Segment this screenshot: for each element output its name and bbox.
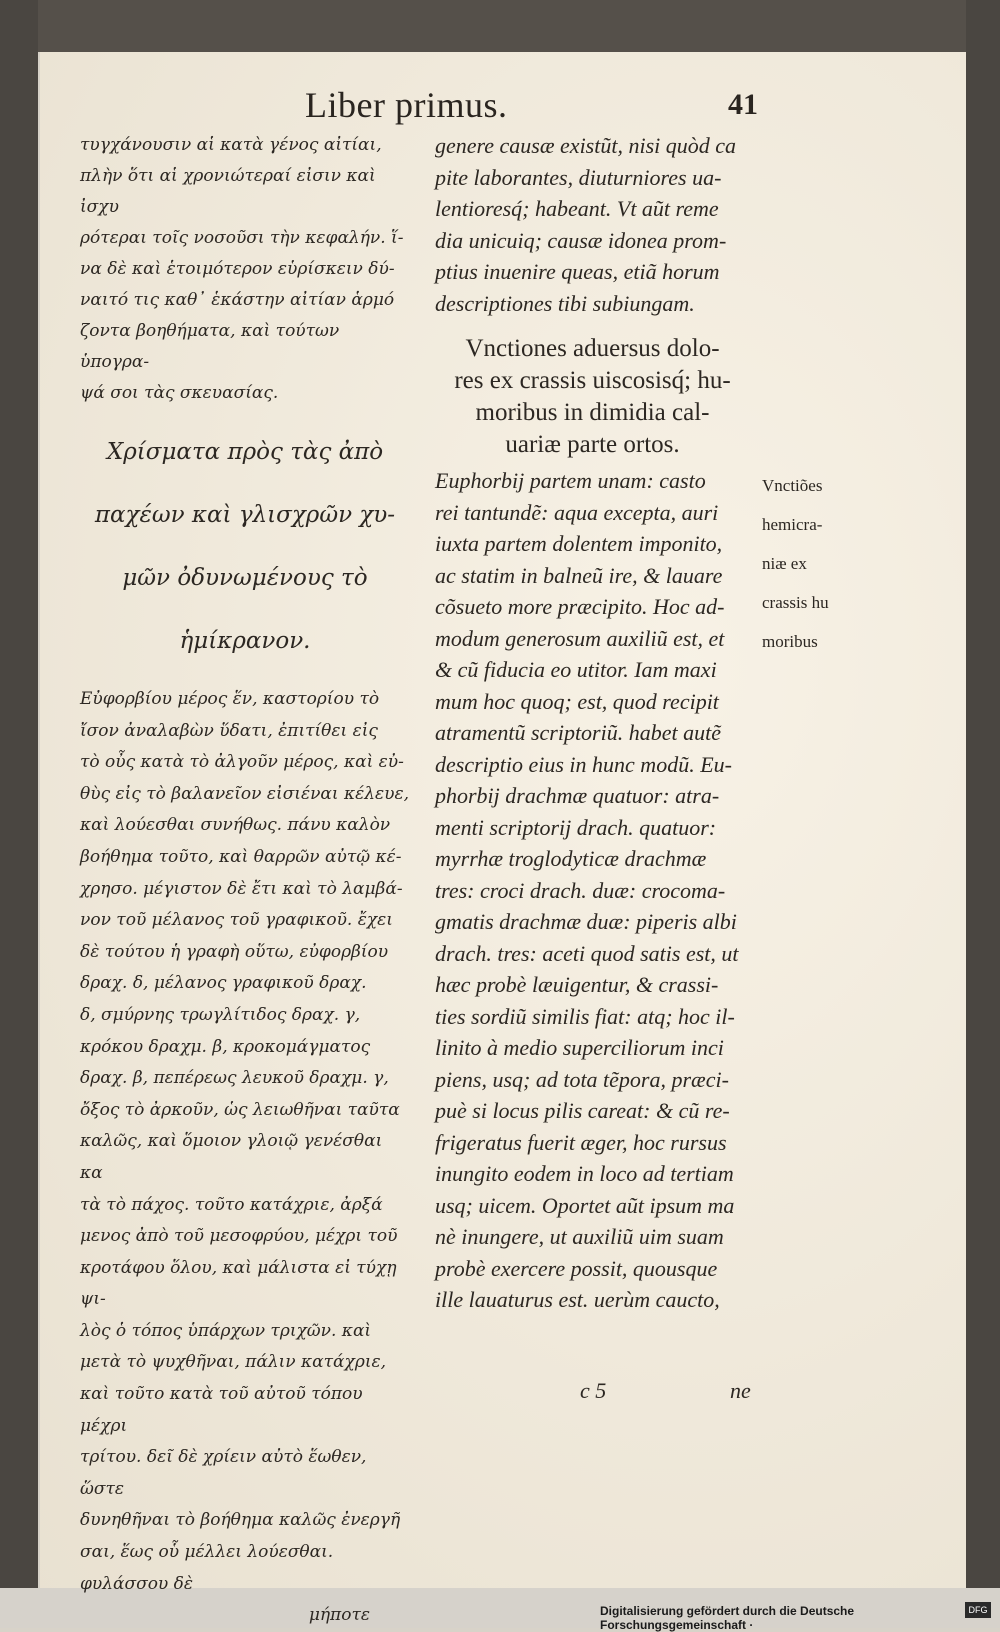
text-line: ac statim in balneũ ire, & lauare bbox=[435, 562, 723, 588]
heading-line: moribus in dimidia cal- bbox=[475, 399, 710, 426]
text-line: phorbij drachmæ quatuor: atra- bbox=[435, 783, 720, 808]
heading-line: μῶν ὀδυνωμένους τὸ bbox=[122, 565, 368, 591]
text-line: ille lauaturus est. uerùm caucto, bbox=[435, 1287, 720, 1312]
text-line: descriptio eius in hunc modũ. Eu- bbox=[435, 751, 732, 777]
text-line: κροτάφου ὅλου, καὶ μάλιστα εἰ τύχῃ ψι- bbox=[80, 1257, 397, 1310]
text-line: λὸς ὁ τόπος ὑπάρχων τριχῶν. καὶ bbox=[80, 1320, 372, 1341]
scan-border-top bbox=[0, 0, 1000, 52]
text-line: menti scriptorij drach. quatuor: bbox=[435, 814, 717, 840]
text-line: & cũ fiducia eo utitor. Iam maxi bbox=[435, 657, 717, 682]
latin-catchword: ne bbox=[730, 1378, 751, 1403]
text-line: τὸ οὖς κατὰ τὸ ἀλγοῦν μέρος, καὶ εὐ- bbox=[80, 752, 404, 773]
digitization-credit: Digitalisierung gefördert durch die Deutsche Forschungsgemeinschaft · bbox=[600, 1604, 855, 1632]
text-line: piens, usq; ad tota tẽpora, præci- bbox=[435, 1066, 729, 1092]
text-line: dia unicuiq; causæ idonea prom- bbox=[435, 227, 727, 253]
heading-line: παχέων καὶ γλισχρῶν χυ- bbox=[94, 502, 396, 528]
text-line: κρόκου δραχμ. β, κροκομάγματος bbox=[80, 1036, 371, 1057]
latin-section-heading bbox=[435, 333, 750, 461]
text-line: να δὲ καὶ ἑτοιμότερον εὑρίσκειν δύ- bbox=[80, 259, 395, 279]
latin-recipe-paragraph bbox=[435, 465, 750, 1316]
text-line: nè inungere, ut auxiliũ uim suam bbox=[435, 1224, 724, 1249]
text-line: rei tantundẽ: aqua excepta, auri bbox=[435, 499, 719, 525]
text-line: ptius inuenire queas, etiã horum bbox=[435, 259, 720, 284]
text-line: hæc probè læuigentur, & crassi- bbox=[435, 972, 719, 997]
text-line: ties sordiũ similis fiat: atq; hoc il- bbox=[435, 1003, 735, 1029]
text-line: cõsueto more præcipito. Hoc ad- bbox=[435, 594, 725, 619]
text-line: χρησο. μέγιστον δὲ ἔτι καὶ τὸ λαμβά- bbox=[80, 878, 403, 899]
text-line: ὄξος τὸ ἀρκοῦν, ὡς λειωθῆναι ταῦτα bbox=[80, 1099, 400, 1120]
text-line: βοήθημα τοῦτο, καὶ θαρρῶν αὐτῷ κέ- bbox=[80, 846, 402, 867]
text-line: probè exercere possit, quousque bbox=[435, 1255, 718, 1281]
text-line: θὺς εἰς τὸ βαλανεῖον εἰσιέναι κέλευε, bbox=[80, 783, 410, 804]
text-line: inungito eodem in loco ad tertiam bbox=[435, 1161, 734, 1186]
text-line: πλὴν ὅτι αἱ χρονιώτεραί εἰσιν καὶ ἰσχυ bbox=[80, 166, 376, 217]
margin-note-line: niæ ex bbox=[762, 554, 807, 573]
text-line: ζοντα βοηθήματα, καὶ τούτων ὑπογρα- bbox=[80, 321, 340, 372]
text-line: mum hoc quoq; est, quod recipit bbox=[435, 688, 719, 714]
greek-recipe-paragraph bbox=[80, 684, 410, 1632]
text-line: pite laborantes, diuturniores ua- bbox=[435, 164, 722, 190]
text-line: ρότεραι τοῖς νοσοῦσι τὴν κεφαλήν. ἵ- bbox=[80, 228, 404, 248]
margin-note-line: hemicra- bbox=[762, 515, 823, 534]
text-line: modum generosum auxiliũ est, et bbox=[435, 625, 725, 651]
latin-intro-paragraph bbox=[435, 130, 750, 319]
text-line: genere causæ existũt, nisi quòd ca bbox=[435, 133, 737, 158]
text-line: δραχ. δ, μέλανος γραφικοῦ δραχ. bbox=[80, 973, 367, 994]
margin-note-line: Vnctiões bbox=[762, 476, 823, 495]
marginal-note bbox=[762, 458, 862, 670]
text-line: τὰ τὸ πάχος. τοῦτο κατάχριε, ἀρξά bbox=[80, 1194, 383, 1215]
text-line: puè si locus pilis careat: & cũ re- bbox=[435, 1098, 730, 1123]
text-line: atramentũ scriptoriũ. habet autẽ bbox=[435, 720, 721, 745]
text-line: Εὐφορβίου μέρος ἕν, καστορίου τὸ bbox=[80, 689, 380, 709]
text-line: tres: croci drach. duæ: crocoma- bbox=[435, 877, 726, 903]
greek-intro-paragraph bbox=[80, 130, 410, 409]
heading-line: uariæ parte ortos. bbox=[505, 431, 680, 458]
text-line: νον τοῦ μέλανος τοῦ γραφικοῦ. ἔχει bbox=[80, 910, 393, 931]
margin-note-line: crassis hu bbox=[762, 593, 829, 612]
text-line: ψά σοι τὰς σκευασίας. bbox=[80, 383, 279, 403]
margin-note-line: moribus bbox=[762, 632, 818, 651]
greek-column bbox=[80, 130, 410, 1632]
running-head: Liber primus. bbox=[305, 85, 508, 125]
text-line: δ, σμύρνης τρωγλίτιδος δραχ. γ, bbox=[80, 1004, 361, 1025]
page-number: 41 bbox=[728, 88, 758, 121]
text-line: iuxta partem dolentem imponito, bbox=[435, 531, 723, 556]
dfg-logo: DFG bbox=[965, 1602, 991, 1618]
text-line: ἴσον ἀναλαβὼν ὕδατι, ἐπιτίθει εἰς bbox=[80, 720, 378, 741]
greek-section-heading bbox=[80, 432, 410, 661]
heading-line: Χρίσματα πρὸς τὰς ἀπὸ bbox=[106, 439, 384, 465]
text-line: lentioresq́; habeant. Vt aũt reme bbox=[435, 196, 719, 221]
latin-column bbox=[435, 130, 750, 1316]
scan-border-left bbox=[0, 0, 38, 1628]
text-line: καὶ τοῦτο κατὰ τοῦ αὐτοῦ τόπου μέχρι bbox=[80, 1384, 363, 1436]
heading-line: Vnctiones aduersus dolo- bbox=[465, 335, 720, 362]
text-line: linito à medio superciliorum inci bbox=[435, 1035, 724, 1060]
signature-mark: c 5 bbox=[580, 1378, 607, 1403]
heading-line: res ex crassis uiscosisq́; hu- bbox=[454, 367, 731, 394]
text-line: δὲ τούτου ἡ γραφὴ οὕτω, εὐφορβίου bbox=[80, 941, 389, 962]
text-line: καλῶς, καὶ ὅμοιον γλοιῷ γενέσθαι κα bbox=[80, 1131, 383, 1183]
text-line: μετὰ τὸ ψυχθῆναι, πάλιν κατάχριε, bbox=[80, 1352, 387, 1373]
greek-catchword: μήποτε bbox=[308, 1605, 370, 1626]
text-line: usq; uicem. Oportet aũt ipsum ma bbox=[435, 1192, 735, 1218]
text-line: τυγχάνουσιν αἱ κατὰ γένος αἰτίαι, bbox=[80, 135, 382, 155]
text-line: δραχ. β, πεπέρεως λευκοῦ δραχμ. γ, bbox=[80, 1068, 389, 1089]
text-line: ναιτό τις καθ᾽ ἑκάστην αἰτίαν ἁρμό bbox=[80, 290, 395, 310]
text-line: gmatis drachmæ duæ: piperis albi bbox=[435, 909, 737, 934]
text-line: drach. tres: aceti quod satis est, ut bbox=[435, 940, 739, 966]
text-line: descriptiones tibi subiungam. bbox=[435, 290, 695, 316]
text-line: Euphorbij partem unam: casto bbox=[435, 468, 706, 493]
text-line: myrrhæ troglodyticæ drachmæ bbox=[435, 846, 707, 871]
text-line: καὶ λούεσθαι συνήθως. πάνυ καλὸν bbox=[80, 815, 391, 836]
text-line: μενος ἀπὸ τοῦ μεσοφρύου, μέχρι τοῦ bbox=[80, 1226, 398, 1247]
heading-line: ἡμίκρανον. bbox=[179, 628, 311, 654]
text-line: τρίτου. δεῖ δὲ χρίειν αὐτὸ ἕωθεν, ὥστε bbox=[80, 1447, 367, 1499]
text-line: frigeratus fuerit æger, hoc rursus bbox=[435, 1129, 727, 1155]
scan-border-right bbox=[966, 0, 1000, 1628]
text-line: δυνηθῆναι τὸ βοήθημα καλῶς ἐνεργῆ bbox=[80, 1510, 401, 1531]
text-line: σαι, ἕως οὗ μέλλει λούεσθαι. φυλάσσου δὲ bbox=[80, 1542, 334, 1594]
